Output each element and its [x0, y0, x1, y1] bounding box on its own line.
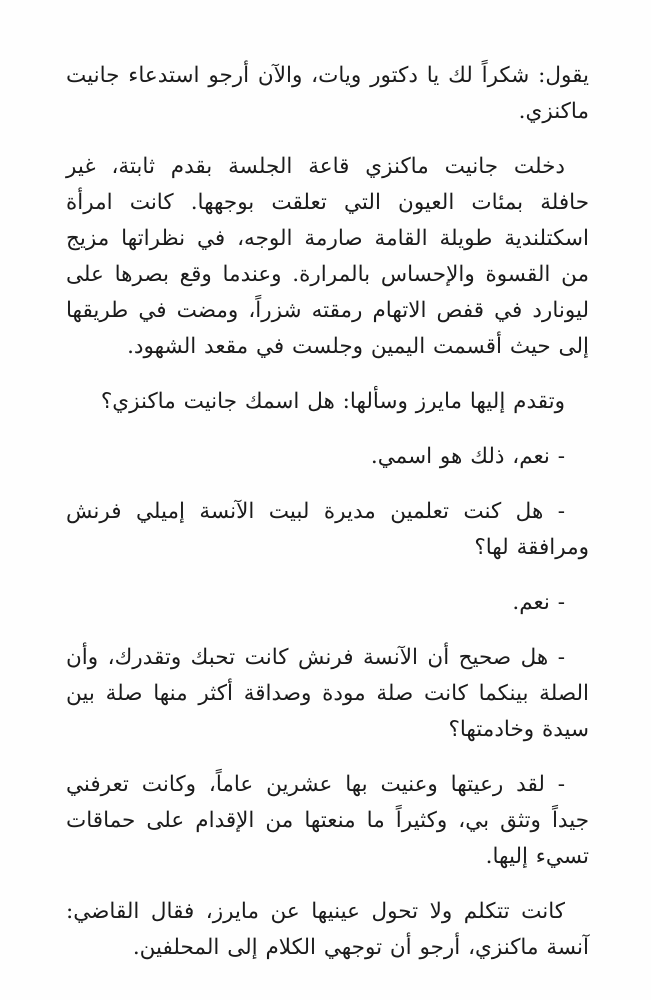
paragraph-janet-enters: دخلت جانيت ماكنزي قاعة الجلسة بقدم ثابتة، غير حافلة بمئات العيون التي تعلقت بوجهها. كانت امرأة اسكتلندية طويلة القامة صارمة الوجه، في نظراتها مزيج من القسوة والإحساس بالمرارة. وعندما وقع بصرها على ليونارد في قفص الاتهام رمقته شزراً، ومضت في طريقها إلى حيث أقسمت اليمين وجلست في مقعد الشهود.	[66, 154, 589, 359]
dialogue-line: - نعم.	[512, 590, 565, 615]
paragraph-intro: يقول: شكراً لك يا دكتور ويات، والآن أرجو استدعاء جانيت ماكنزي.	[66, 63, 589, 124]
dialogue-line: - نعم، ذلك هو اسمي.	[370, 444, 565, 469]
dialogue-line: - لقد رعيتها وعنيت بها عشرين عاماً، وكانت تعرفني جيداً وتثق بي، وكثيراً ما منعتها من الإقدام على حماقات تسيء إليها.	[66, 772, 589, 869]
paragraph-judge-remark: كانت تتكلم ولا تحول عينيها عن مايرز، فقال القاضي: آنسة ماكنزي، أرجو أن توجهي الكلام إلى المحلفين.	[66, 899, 589, 960]
dialogue-line: - هل كنت تعلمين مديرة لبيت الآنسة إميلي فرنش ومرافقة لها؟	[66, 499, 589, 560]
dialogue-line: - هل صحيح أن الآنسة فرنش كانت تحبك وتقدرك، وأن الصلة بينكما كانت صلة مودة وصداقة أكثر منها صلة بين سيدة وخادمتها؟	[66, 645, 589, 742]
paragraph-myers-question: وتقدم إليها مايرز وسألها: هل اسمك جانيت ماكنزي؟	[100, 389, 565, 414]
